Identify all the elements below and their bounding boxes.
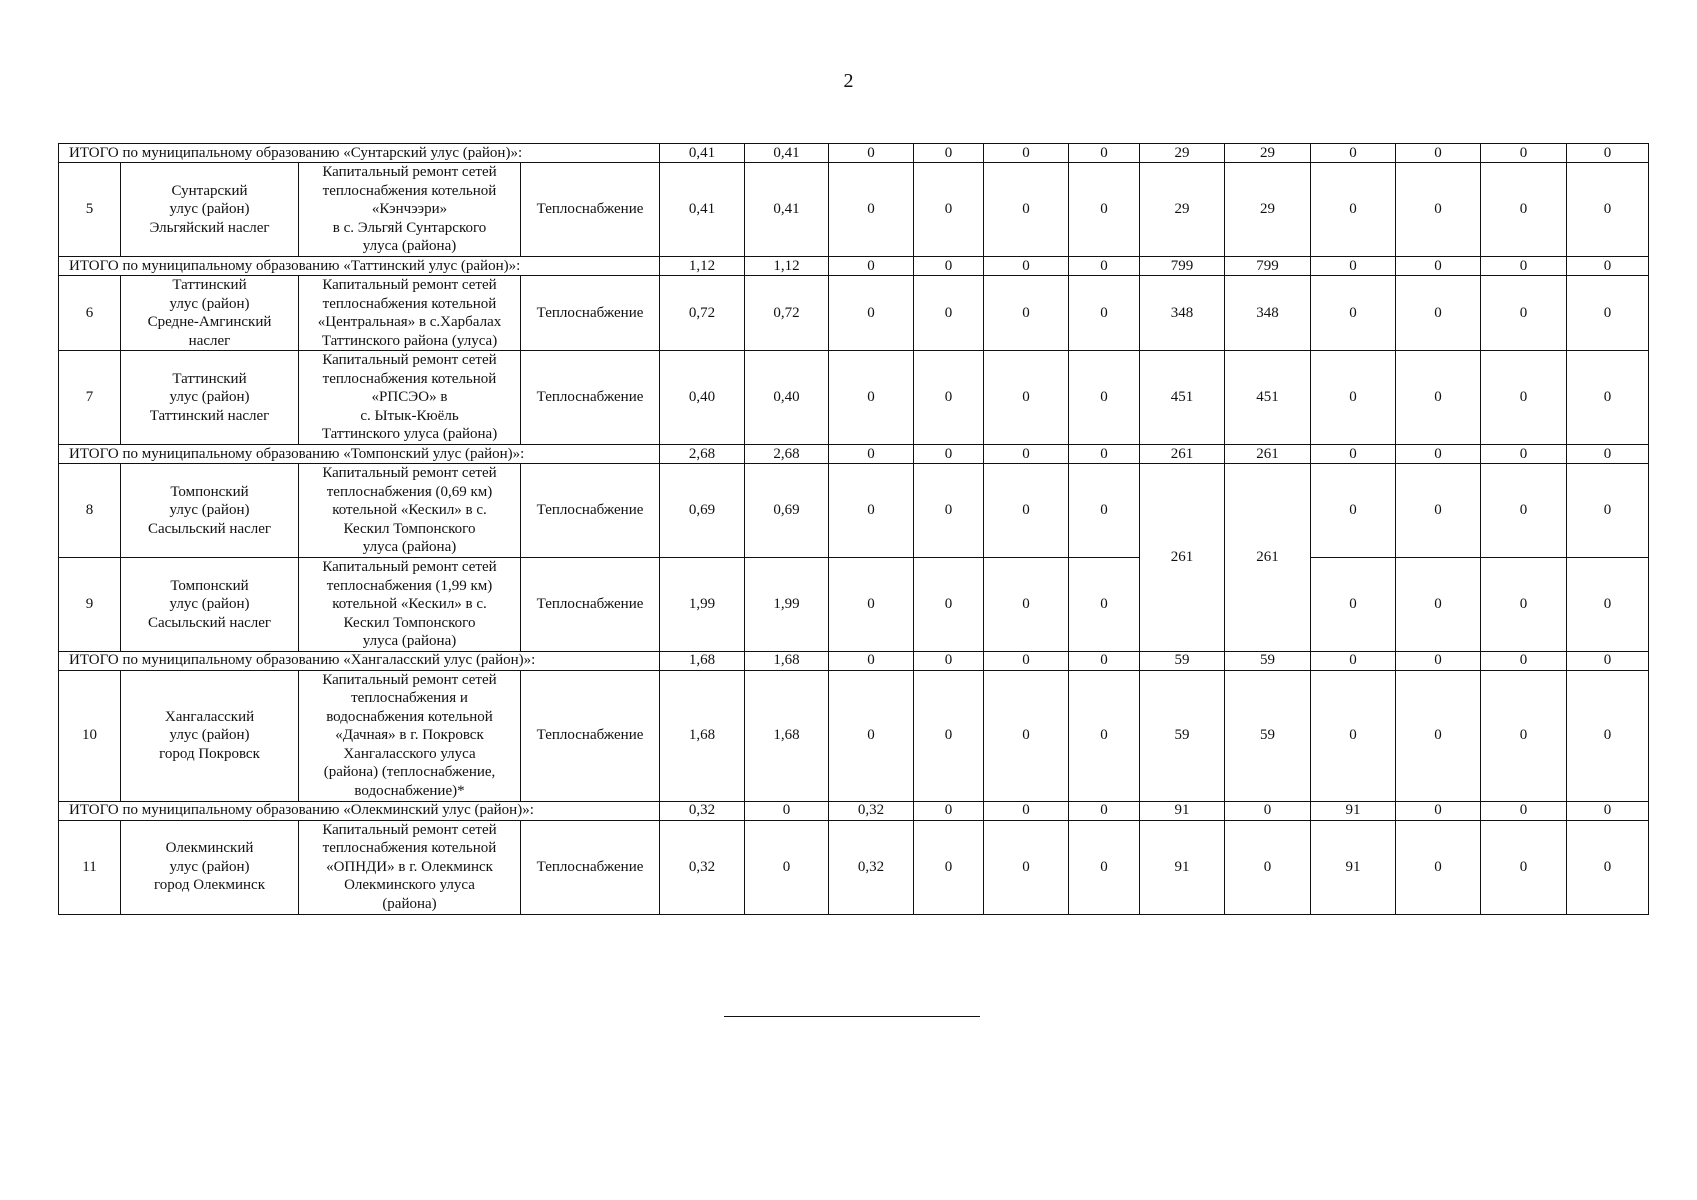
municipality-cell: Олекминский улус (район) город Олекминск: [121, 820, 299, 914]
value-cell: 0: [1481, 276, 1567, 351]
value-cell: 0: [1396, 820, 1481, 914]
value-cell: 0: [1069, 276, 1140, 351]
total-value-cell: 0: [1311, 144, 1396, 163]
value-cell: 1,68: [660, 670, 745, 801]
utility-type-cell: Теплоснабжение: [521, 464, 660, 558]
total-value-cell: 0: [1567, 801, 1649, 820]
total-value-cell: 29: [1140, 144, 1225, 163]
item-row: [59, 820, 1649, 914]
total-row: [59, 651, 1649, 670]
total-value-cell: 0: [829, 257, 914, 276]
value-cell: 0: [1069, 163, 1140, 257]
value-cell: 0: [1396, 558, 1481, 652]
total-value-cell: 59: [1225, 651, 1311, 670]
value-cell: 1,99: [660, 558, 745, 652]
merged-value-cell: 261: [1140, 464, 1225, 652]
row-number: 11: [59, 820, 121, 914]
value-cell: 0: [1311, 670, 1396, 801]
total-value-cell: 0: [1396, 144, 1481, 163]
row-number: 10: [59, 670, 121, 801]
total-value-cell: 1,68: [745, 651, 829, 670]
object-description-cell: Капитальный ремонт сетей теплоснабжения котельной «РПСЭО» в с. Ытык-Кюёль Таттинского улуса (района): [299, 351, 521, 445]
total-value-cell: 0: [984, 257, 1069, 276]
row-number: 5: [59, 163, 121, 257]
object-description-cell: Капитальный ремонт сетей теплоснабжения котельной «ОПНДИ» в г. Олекминск Олекминского улуса (района): [299, 820, 521, 914]
value-cell: 0,72: [745, 276, 829, 351]
utility-type-cell: Теплоснабжение: [521, 558, 660, 652]
value-cell: 0: [829, 464, 914, 558]
value-cell: 0: [984, 670, 1069, 801]
value-cell: 0: [914, 670, 984, 801]
value-cell: 0: [914, 351, 984, 445]
total-value-cell: 0: [1069, 801, 1140, 820]
total-value-cell: 799: [1225, 257, 1311, 276]
value-cell: 0: [1481, 464, 1567, 558]
total-value-cell: 0: [1069, 257, 1140, 276]
value-cell: 0: [829, 163, 914, 257]
total-value-cell: 0: [829, 144, 914, 163]
total-label: ИТОГО по муниципальному образованию «Хангаласский улус (район)»:: [59, 651, 660, 670]
item-row: [59, 464, 1649, 558]
total-value-cell: 0: [1396, 801, 1481, 820]
value-cell: 0: [1567, 464, 1649, 558]
total-value-cell: 2,68: [660, 445, 745, 464]
total-value-cell: 1,12: [660, 257, 745, 276]
value-cell: 0: [1396, 351, 1481, 445]
value-cell: 0,41: [745, 163, 829, 257]
total-value-cell: 0,32: [660, 801, 745, 820]
value-cell: 0: [1481, 351, 1567, 445]
value-cell: 29: [1225, 163, 1311, 257]
total-value-cell: 0: [1481, 801, 1567, 820]
table-body: [59, 144, 1649, 915]
value-cell: 0,69: [660, 464, 745, 558]
total-value-cell: 1,68: [660, 651, 745, 670]
total-value-cell: 0: [1396, 445, 1481, 464]
total-label: ИТОГО по муниципальному образованию «Томпонский улус (район)»:: [59, 445, 660, 464]
total-value-cell: 2,68: [745, 445, 829, 464]
municipality-cell: Сунтарский улус (район) Эльгяйский наслег: [121, 163, 299, 257]
value-cell: 0: [1567, 820, 1649, 914]
total-label: ИТОГО по муниципальному образованию «Сунтарский улус (район)»:: [59, 144, 660, 163]
value-cell: 0: [745, 820, 829, 914]
total-value-cell: 0: [914, 651, 984, 670]
object-description-cell: Капитальный ремонт сетей теплоснабжения котельной «Кэнчээри» в с. Эльгяй Сунтарского улуса (района): [299, 163, 521, 257]
item-row: [59, 163, 1649, 257]
value-cell: 0: [1481, 163, 1567, 257]
total-value-cell: 0: [1311, 445, 1396, 464]
value-cell: 0,40: [660, 351, 745, 445]
object-description-cell: Капитальный ремонт сетей теплоснабжения (1,99 км) котельной «Кескил» в с. Кескил Томпонского улуса (района): [299, 558, 521, 652]
total-value-cell: 0: [1069, 144, 1140, 163]
total-value-cell: 0: [914, 257, 984, 276]
value-cell: 0,40: [745, 351, 829, 445]
total-row: [59, 801, 1649, 820]
object-description-cell: Капитальный ремонт сетей теплоснабжения (0,69 км) котельной «Кескил» в с. Кескил Томпонского улуса (района): [299, 464, 521, 558]
value-cell: 59: [1225, 670, 1311, 801]
value-cell: 0: [829, 670, 914, 801]
municipality-cell: Хангаласский улус (район) город Покровск: [121, 670, 299, 801]
value-cell: 0: [914, 163, 984, 257]
municipality-cell: Томпонский улус (район) Сасыльский наслег: [121, 558, 299, 652]
value-cell: 0,72: [660, 276, 745, 351]
value-cell: 29: [1140, 163, 1225, 257]
value-cell: 451: [1140, 351, 1225, 445]
value-cell: 0: [914, 276, 984, 351]
total-value-cell: 1,12: [745, 257, 829, 276]
total-label: ИТОГО по муниципальному образованию «Таттинский улус (район)»:: [59, 257, 660, 276]
value-cell: 0: [829, 276, 914, 351]
total-value-cell: 0: [914, 144, 984, 163]
municipality-cell: Томпонский улус (район) Сасыльский наслег: [121, 464, 299, 558]
merged-value-cell: 261: [1225, 464, 1311, 652]
row-number: 7: [59, 351, 121, 445]
value-cell: 59: [1140, 670, 1225, 801]
value-cell: 0,32: [829, 820, 914, 914]
value-cell: 0,69: [745, 464, 829, 558]
value-cell: 0,41: [660, 163, 745, 257]
total-value-cell: 0: [829, 651, 914, 670]
total-value-cell: 29: [1225, 144, 1311, 163]
value-cell: 0: [1396, 163, 1481, 257]
value-cell: 0: [1311, 351, 1396, 445]
total-value-cell: 0: [1069, 445, 1140, 464]
value-cell: 348: [1225, 276, 1311, 351]
total-value-cell: 0: [1481, 445, 1567, 464]
value-cell: 0: [1396, 276, 1481, 351]
utility-type-cell: Теплоснабжение: [521, 163, 660, 257]
value-cell: 0: [1567, 351, 1649, 445]
total-value-cell: 799: [1140, 257, 1225, 276]
total-value-cell: 0,32: [829, 801, 914, 820]
total-value-cell: 0: [1481, 257, 1567, 276]
total-value-cell: 0: [1311, 257, 1396, 276]
value-cell: 0: [1069, 351, 1140, 445]
value-cell: 451: [1225, 351, 1311, 445]
total-value-cell: 91: [1140, 801, 1225, 820]
total-value-cell: 0: [829, 445, 914, 464]
value-cell: 0: [984, 464, 1069, 558]
total-label: ИТОГО по муниципальному образованию «Олекминский улус (район)»:: [59, 801, 660, 820]
total-value-cell: 0: [1311, 651, 1396, 670]
total-value-cell: 0: [1567, 144, 1649, 163]
total-value-cell: 0: [914, 445, 984, 464]
total-value-cell: 0: [914, 801, 984, 820]
total-row: [59, 144, 1649, 163]
total-value-cell: 0: [984, 651, 1069, 670]
total-value-cell: 0: [1567, 445, 1649, 464]
total-value-cell: 0: [1396, 651, 1481, 670]
total-value-cell: 261: [1140, 445, 1225, 464]
row-number: 8: [59, 464, 121, 558]
value-cell: 0: [984, 276, 1069, 351]
value-cell: 0: [1069, 670, 1140, 801]
total-value-cell: 91: [1311, 801, 1396, 820]
total-value-cell: 0: [984, 144, 1069, 163]
total-value-cell: 0: [1396, 257, 1481, 276]
value-cell: 0: [1396, 670, 1481, 801]
value-cell: 91: [1140, 820, 1225, 914]
page-number: 2: [843, 70, 854, 92]
row-number: 6: [59, 276, 121, 351]
value-cell: 0: [829, 558, 914, 652]
value-cell: 0: [1311, 558, 1396, 652]
value-cell: 0: [1567, 276, 1649, 351]
total-value-cell: 0: [745, 801, 829, 820]
item-row: [59, 351, 1649, 445]
total-value-cell: 261: [1225, 445, 1311, 464]
value-cell: 0: [1069, 820, 1140, 914]
value-cell: 0: [1396, 464, 1481, 558]
value-cell: 0: [914, 558, 984, 652]
utility-type-cell: Теплоснабжение: [521, 820, 660, 914]
value-cell: 0,32: [660, 820, 745, 914]
value-cell: 0: [1481, 670, 1567, 801]
value-cell: 0: [1069, 558, 1140, 652]
total-value-cell: 0: [1481, 144, 1567, 163]
value-cell: 0: [1069, 464, 1140, 558]
total-value-cell: 0,41: [745, 144, 829, 163]
item-row: [59, 276, 1649, 351]
total-value-cell: 0: [1481, 651, 1567, 670]
row-number: 9: [59, 558, 121, 652]
item-row: [59, 558, 1649, 652]
value-cell: 0: [1481, 820, 1567, 914]
value-cell: 0: [984, 558, 1069, 652]
value-cell: 0: [914, 820, 984, 914]
municipality-cell: Таттинский улус (район) Средне-Амгинский наслег: [121, 276, 299, 351]
value-cell: 0: [914, 464, 984, 558]
value-cell: 0: [984, 351, 1069, 445]
municipality-cell: Таттинский улус (район) Таттинский наслег: [121, 351, 299, 445]
value-cell: 0: [1225, 820, 1311, 914]
total-value-cell: 0,41: [660, 144, 745, 163]
total-row: [59, 445, 1649, 464]
value-cell: 0: [984, 163, 1069, 257]
object-description-cell: Капитальный ремонт сетей теплоснабжения котельной «Центральная» в с.Харбалах Таттинского района (улуса): [299, 276, 521, 351]
value-cell: 0: [1311, 163, 1396, 257]
value-cell: 0: [1567, 163, 1649, 257]
utility-type-cell: Теплоснабжение: [521, 670, 660, 801]
value-cell: 0: [829, 351, 914, 445]
total-value-cell: 0: [1567, 257, 1649, 276]
total-value-cell: 59: [1140, 651, 1225, 670]
value-cell: 91: [1311, 820, 1396, 914]
item-row: [59, 670, 1649, 801]
value-cell: 0: [1481, 558, 1567, 652]
footer-rule: [724, 1016, 980, 1017]
total-value-cell: 0: [1225, 801, 1311, 820]
total-value-cell: 0: [1069, 651, 1140, 670]
total-value-cell: 0: [1567, 651, 1649, 670]
value-cell: 1,99: [745, 558, 829, 652]
utility-type-cell: Теплоснабжение: [521, 351, 660, 445]
total-value-cell: 0: [984, 801, 1069, 820]
total-value-cell: 0: [984, 445, 1069, 464]
utility-type-cell: Теплоснабжение: [521, 276, 660, 351]
value-cell: 0: [1311, 464, 1396, 558]
object-description-cell: Капитальный ремонт сетей теплоснабжения и водоснабжения котельной «Дачная» в г. Покровск Хангаласского улуса (района) (теплоснабжение, водоснабжение)*: [299, 670, 521, 801]
value-cell: 0: [1567, 558, 1649, 652]
value-cell: 0: [984, 820, 1069, 914]
value-cell: 0: [1567, 670, 1649, 801]
value-cell: 0: [1311, 276, 1396, 351]
total-row: [59, 257, 1649, 276]
program-table: [58, 143, 1649, 915]
value-cell: 1,68: [745, 670, 829, 801]
value-cell: 348: [1140, 276, 1225, 351]
